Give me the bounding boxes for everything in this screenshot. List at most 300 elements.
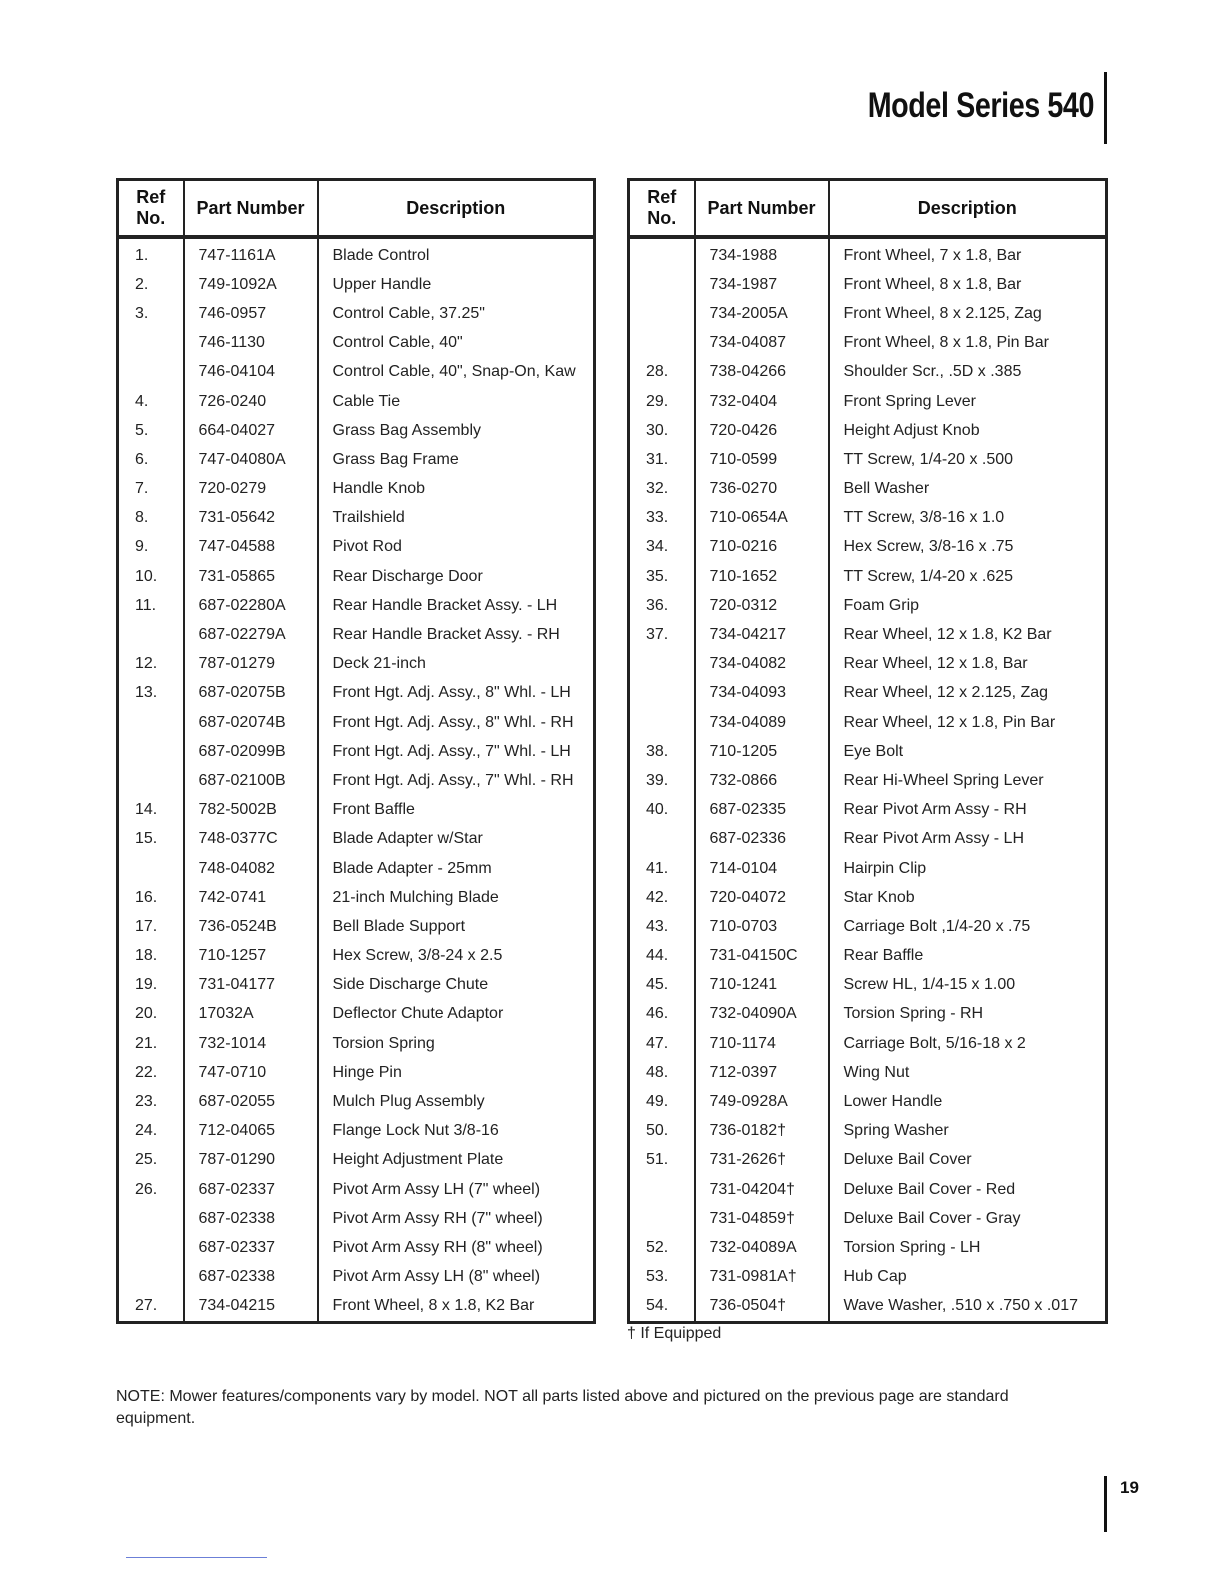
ref-no-cell: 39.	[646, 771, 669, 789]
part-number-cell: 738-04266	[695, 358, 829, 387]
ref-no-cell	[118, 1233, 184, 1262]
description-cell: Front Spring Lever	[829, 387, 1107, 416]
description-cell: Front Wheel, 8 x 2.125, Zag	[829, 299, 1107, 328]
ref-no-cell: 15.	[135, 830, 158, 848]
table-row	[629, 562, 1107, 591]
table-row	[629, 1233, 1107, 1262]
table-row	[629, 533, 1107, 562]
part-number-cell: 687-02337	[184, 1175, 318, 1204]
ref-no-cell: 44.	[646, 947, 669, 965]
part-number-cell: 748-04082	[184, 854, 318, 883]
ref-no-cell: 27.	[135, 1297, 158, 1315]
ref-no-cell	[629, 1175, 695, 1204]
parts-table-left	[116, 178, 596, 1324]
page-number-divider	[1104, 1476, 1107, 1532]
ref-no-cell: 47.	[646, 1034, 669, 1052]
table-row	[118, 825, 595, 854]
table-row	[629, 1292, 1107, 1323]
part-number-cell: 720-0279	[184, 475, 318, 504]
part-number-cell: 731-2626†	[695, 1146, 829, 1175]
description-cell: Front Hgt. Adj. Assy., 8" Whl. - RH	[318, 708, 595, 737]
description-cell: Front Baffle	[318, 796, 595, 825]
description-cell: Blade Adapter - 25mm	[318, 854, 595, 883]
ref-no-cell: 2.	[135, 275, 149, 293]
description-cell: Hairpin Clip	[829, 854, 1107, 883]
part-number-cell: 734-04089	[695, 708, 829, 737]
ref-no-cell: 51.	[646, 1151, 669, 1169]
table-row	[118, 796, 595, 825]
ref-no-cell: 8.	[135, 509, 149, 527]
description-cell: Rear Discharge Door	[318, 562, 595, 591]
table-row	[118, 1292, 595, 1323]
ref-no-cell: 34.	[646, 538, 669, 556]
part-number-cell: 787-01279	[184, 650, 318, 679]
description-cell: TT Screw, 1/4-20 x .500	[829, 445, 1107, 474]
table-row	[118, 971, 595, 1000]
part-number-cell: 720-0312	[695, 591, 829, 620]
part-number-cell: 732-1014	[184, 1029, 318, 1058]
ref-no-cell	[118, 708, 184, 737]
description-cell: Rear Handle Bracket Assy. - LH	[318, 591, 595, 620]
part-number-cell: 746-1130	[184, 329, 318, 358]
part-number-cell: 710-0703	[695, 912, 829, 941]
part-number-cell: 687-02099B	[184, 737, 318, 766]
table-row	[629, 237, 1107, 270]
ref-no-cell: 3.	[135, 304, 149, 322]
description-cell: Front Hgt. Adj. Assy., 7" Whl. - RH	[318, 766, 595, 795]
table-row	[118, 1000, 595, 1029]
description-cell: Rear Wheel, 12 x 1.8, Pin Bar	[829, 708, 1107, 737]
ref-no-cell: 31.	[646, 450, 669, 468]
description-cell: Upper Handle	[318, 270, 595, 299]
part-number-cell: 734-1988	[695, 237, 829, 270]
ref-no-cell: 23.	[135, 1093, 158, 1111]
title-divider	[1104, 72, 1107, 144]
part-number-cell: 748-0377C	[184, 825, 318, 854]
part-number-cell: 736-0524B	[184, 912, 318, 941]
part-number-cell: 734-04217	[695, 620, 829, 649]
description-cell: Trailshield	[318, 504, 595, 533]
part-number-cell: 746-04104	[184, 358, 318, 387]
description-cell: Rear Hi-Wheel Spring Lever	[829, 766, 1107, 795]
description-cell: 21-inch Mulching Blade	[318, 883, 595, 912]
description-cell: Handle Knob	[318, 475, 595, 504]
description-cell: Bell Blade Support	[318, 912, 595, 941]
part-number-cell: 687-02100B	[184, 766, 318, 795]
ref-no-cell	[118, 358, 184, 387]
description-cell: Blade Adapter w/Star	[318, 825, 595, 854]
ref-no-cell: 22.	[135, 1063, 158, 1081]
part-number-cell: 720-04072	[695, 883, 829, 912]
table-row	[118, 766, 595, 795]
description-cell: Lower Handle	[829, 1087, 1107, 1116]
part-number-cell: 710-0599	[695, 445, 829, 474]
part-number-cell: 710-1174	[695, 1029, 829, 1058]
ref-no-cell	[629, 237, 695, 270]
part-number-cell: 736-0182†	[695, 1117, 829, 1146]
part-number-cell: 734-04082	[695, 650, 829, 679]
description-cell: Pivot Arm Assy RH (7" wheel)	[318, 1204, 595, 1233]
table-row	[629, 1029, 1107, 1058]
part-number-cell: 710-1257	[184, 942, 318, 971]
parts-table-right-body	[629, 237, 1107, 1322]
description-cell: Star Knob	[829, 883, 1107, 912]
ref-no-cell	[118, 329, 184, 358]
description-cell: Deck 21-inch	[318, 650, 595, 679]
description-cell: Torsion Spring - LH	[829, 1233, 1107, 1262]
table-row	[118, 1058, 595, 1087]
parts-table-right	[627, 178, 1108, 1324]
ref-no-cell: 42.	[646, 888, 669, 906]
table-header-row	[118, 180, 595, 238]
table-row	[629, 1175, 1107, 1204]
part-number-cell: 787-01290	[184, 1146, 318, 1175]
ref-no-header	[118, 180, 184, 238]
description-cell: Torsion Spring	[318, 1029, 595, 1058]
description-cell: Front Wheel, 8 x 1.8, Pin Bar	[829, 329, 1107, 358]
description-cell: Carriage Bolt ,1/4-20 x .75	[829, 912, 1107, 941]
ref-no-cell: 35.	[646, 567, 669, 585]
ref-no-cell: 46.	[646, 1005, 669, 1023]
ref-no-cell: 10.	[135, 567, 158, 585]
description-cell: Control Cable, 37.25"	[318, 299, 595, 328]
description-cell: Flange Lock Nut 3/8-16	[318, 1117, 595, 1146]
description-cell: Deluxe Bail Cover - Gray	[829, 1204, 1107, 1233]
description-cell: Foam Grip	[829, 591, 1107, 620]
part-number-cell: 742-0741	[184, 883, 318, 912]
table-row	[118, 679, 595, 708]
footnote: † If Equipped	[627, 1325, 722, 1342]
part-number-cell: 731-04177	[184, 971, 318, 1000]
description-cell: Pivot Arm Assy LH (8" wheel)	[318, 1263, 595, 1292]
description-cell: Front Wheel, 8 x 1.8, Bar	[829, 270, 1107, 299]
table-row	[629, 971, 1107, 1000]
ref-no-cell: 4.	[135, 392, 149, 410]
description-cell: Hex Screw, 3/8-24 x 2.5	[318, 942, 595, 971]
description-cell: Front Hgt. Adj. Assy., 8" Whl. - LH	[318, 679, 595, 708]
part-number-cell: 17032A	[184, 1000, 318, 1029]
part-number-cell: 687-02335	[695, 796, 829, 825]
ref-no-cell	[629, 650, 695, 679]
part-number-cell: 712-04065	[184, 1117, 318, 1146]
part-number-cell: 731-04150C	[695, 942, 829, 971]
part-number-cell: 714-0104	[695, 854, 829, 883]
ref-no-cell: 50.	[646, 1122, 669, 1140]
part-number-cell: 731-05865	[184, 562, 318, 591]
ref-no-cell: 29.	[646, 392, 669, 410]
description-cell: Rear Pivot Arm Assy - LH	[829, 825, 1107, 854]
table-row	[118, 912, 595, 941]
description-cell: Deluxe Bail Cover	[829, 1146, 1107, 1175]
description-cell: Pivot Arm Assy LH (7" wheel)	[318, 1175, 595, 1204]
table-row	[118, 270, 595, 299]
table-row	[629, 1087, 1107, 1116]
description-cell: Pivot Rod	[318, 533, 595, 562]
ref-no-cell: 38.	[646, 742, 669, 760]
part-number-header: Part Number	[695, 180, 829, 238]
ref-no-cell	[629, 299, 695, 328]
table-row	[629, 679, 1107, 708]
part-number-cell: 710-1652	[695, 562, 829, 591]
table-row	[118, 1175, 595, 1204]
ref-no-cell	[118, 620, 184, 649]
description-cell: Rear Handle Bracket Assy. - RH	[318, 620, 595, 649]
ref-no-cell: 41.	[646, 859, 669, 877]
ref-no-cell: 24.	[135, 1122, 158, 1140]
table-row	[118, 387, 595, 416]
part-number-cell: 710-1205	[695, 737, 829, 766]
description-cell: Front Hgt. Adj. Assy., 7" Whl. - LH	[318, 737, 595, 766]
ref-no-cell: 12.	[135, 655, 158, 673]
part-number-cell: 710-0216	[695, 533, 829, 562]
table-row	[629, 1204, 1107, 1233]
ref-no-cell: 20.	[135, 1005, 158, 1023]
part-number-cell: 734-1987	[695, 270, 829, 299]
table-row	[629, 650, 1107, 679]
part-number-cell: 687-02336	[695, 825, 829, 854]
page-number: 19	[1120, 1478, 1139, 1497]
description-cell: Bell Washer	[829, 475, 1107, 504]
description-cell: Rear Pivot Arm Assy - RH	[829, 796, 1107, 825]
ref-no-cell: 9.	[135, 538, 149, 556]
description-header: Description	[318, 180, 595, 238]
ref-no-cell: 5.	[135, 421, 149, 439]
underline-mark	[126, 1557, 267, 1558]
description-cell: Grass Bag Assembly	[318, 416, 595, 445]
ref-no-cell: 43.	[646, 917, 669, 935]
table-row	[629, 796, 1107, 825]
description-cell: TT Screw, 1/4-20 x .625	[829, 562, 1107, 591]
table-row	[118, 591, 595, 620]
description-cell: TT Screw, 3/8-16 x 1.0	[829, 504, 1107, 533]
description-cell: Hub Cap	[829, 1263, 1107, 1292]
description-cell: Rear Wheel, 12 x 1.8, K2 Bar	[829, 620, 1107, 649]
ref-no-cell: 6.	[135, 450, 149, 468]
ref-no-cell: 30.	[646, 421, 669, 439]
part-number-cell: 749-0928A	[695, 1087, 829, 1116]
description-cell: Shoulder Scr., .5D x .385	[829, 358, 1107, 387]
description-header: Description	[829, 180, 1107, 238]
part-number-cell: 736-0270	[695, 475, 829, 504]
part-number-cell: 687-02074B	[184, 708, 318, 737]
ref-no-cell: 53.	[646, 1268, 669, 1286]
ref-no-header	[629, 180, 695, 238]
ref-no-cell: 33.	[646, 509, 669, 527]
description-cell: Pivot Arm Assy RH (8" wheel)	[318, 1233, 595, 1262]
ref-no-cell: 28.	[646, 363, 669, 381]
table-row	[118, 1117, 595, 1146]
table-row	[629, 299, 1107, 328]
ref-no-cell	[118, 1204, 184, 1233]
table-row	[118, 737, 595, 766]
description-cell: Front Wheel, 8 x 1.8, K2 Bar	[318, 1292, 595, 1323]
table-row	[629, 708, 1107, 737]
description-cell: Hex Screw, 3/8-16 x .75	[829, 533, 1107, 562]
ref-no-header-label: Ref No.	[647, 187, 677, 228]
part-number-cell: 746-0957	[184, 299, 318, 328]
description-cell: Carriage Bolt, 5/16-18 x 2	[829, 1029, 1107, 1058]
ref-no-cell: 48.	[646, 1063, 669, 1081]
part-number-cell: 687-02280A	[184, 591, 318, 620]
part-number-cell: 731-04859†	[695, 1204, 829, 1233]
ref-no-cell	[629, 825, 695, 854]
description-cell: Wing Nut	[829, 1058, 1107, 1087]
part-number-cell: 731-04204†	[695, 1175, 829, 1204]
description-cell: Rear Baffle	[829, 942, 1107, 971]
description-cell: Spring Washer	[829, 1117, 1107, 1146]
ref-no-cell: 49.	[646, 1093, 669, 1111]
part-number-cell: 712-0397	[695, 1058, 829, 1087]
ref-no-cell: 19.	[135, 976, 158, 994]
part-number-cell: 747-1161A	[184, 237, 318, 270]
table-row	[118, 416, 595, 445]
part-number-cell: 734-2005A	[695, 299, 829, 328]
description-cell: Grass Bag Frame	[318, 445, 595, 474]
description-cell: Height Adjust Knob	[829, 416, 1107, 445]
ref-no-cell: 7.	[135, 480, 149, 498]
ref-no-cell: 1.	[135, 246, 149, 264]
table-row	[118, 854, 595, 883]
part-number-cell: 749-1092A	[184, 270, 318, 299]
table-row	[629, 1263, 1107, 1292]
ref-no-cell: 54.	[646, 1297, 669, 1315]
ref-no-cell: 14.	[135, 801, 158, 819]
ref-no-cell	[629, 1204, 695, 1233]
table-row	[118, 358, 595, 387]
description-cell: Blade Control	[318, 237, 595, 270]
ref-no-cell: 32.	[646, 480, 669, 498]
table-row	[118, 299, 595, 328]
ref-no-cell	[629, 270, 695, 299]
part-number-cell: 734-04093	[695, 679, 829, 708]
ref-no-cell	[629, 329, 695, 358]
table-row	[118, 475, 595, 504]
ref-no-cell: 11.	[135, 596, 157, 614]
part-number-cell: 687-02337	[184, 1233, 318, 1262]
note-text: NOTE: Mower features/components vary by model. NOT all parts listed above and pictured on the previous page are standard equipment.	[116, 1388, 1009, 1427]
ref-no-cell	[118, 737, 184, 766]
ref-no-cell	[629, 679, 695, 708]
part-number-cell: 731-0981A†	[695, 1263, 829, 1292]
table-row	[629, 416, 1107, 445]
table-row	[629, 825, 1107, 854]
part-number-cell: 732-0404	[695, 387, 829, 416]
description-cell: Wave Washer, .510 x .750 x .017	[829, 1292, 1107, 1323]
ref-no-cell: 37.	[646, 626, 669, 644]
table-row	[629, 1058, 1107, 1087]
table-row	[118, 562, 595, 591]
table-row	[629, 329, 1107, 358]
parts-table-left-body	[118, 237, 595, 1322]
ref-no-cell: 21.	[135, 1034, 158, 1052]
table-row	[629, 737, 1107, 766]
description-cell: Height Adjustment Plate	[318, 1146, 595, 1175]
table-row	[629, 854, 1107, 883]
table-row	[118, 883, 595, 912]
table-row	[629, 445, 1107, 474]
description-cell: Mulch Plug Assembly	[318, 1087, 595, 1116]
ref-no-cell: 40.	[646, 801, 669, 819]
table-row	[118, 237, 595, 270]
part-number-cell: 747-04080A	[184, 445, 318, 474]
table-row	[629, 942, 1107, 971]
part-number-cell: 732-04090A	[695, 1000, 829, 1029]
part-number-cell: 747-0710	[184, 1058, 318, 1087]
table-row	[629, 883, 1107, 912]
description-cell: Deflector Chute Adaptor	[318, 1000, 595, 1029]
table-row	[629, 1146, 1107, 1175]
table-row	[629, 475, 1107, 504]
table-row	[118, 504, 595, 533]
part-number-cell: 687-02338	[184, 1204, 318, 1233]
part-number-cell: 687-02075B	[184, 679, 318, 708]
ref-no-cell: 45.	[646, 976, 669, 994]
part-number-cell: 782-5002B	[184, 796, 318, 825]
table-row	[629, 270, 1107, 299]
part-number-cell: 726-0240	[184, 387, 318, 416]
table-row	[118, 650, 595, 679]
part-number-cell: 687-02279A	[184, 620, 318, 649]
description-cell: Front Wheel, 7 x 1.8, Bar	[829, 237, 1107, 270]
table-row	[118, 445, 595, 474]
ref-no-cell	[118, 766, 184, 795]
description-cell: Side Discharge Chute	[318, 971, 595, 1000]
table-row	[118, 1146, 595, 1175]
part-number-cell: 736-0504†	[695, 1292, 829, 1323]
ref-no-cell: 13.	[135, 684, 158, 702]
part-number-cell: 664-04027	[184, 416, 318, 445]
ref-no-cell	[118, 854, 184, 883]
table-row	[118, 329, 595, 358]
table-row	[118, 708, 595, 737]
part-number-cell: 734-04087	[695, 329, 829, 358]
table-row	[629, 387, 1107, 416]
part-number-cell: 720-0426	[695, 416, 829, 445]
part-number-header: Part Number	[184, 180, 318, 238]
description-cell: Rear Wheel, 12 x 1.8, Bar	[829, 650, 1107, 679]
ref-no-cell: 26.	[135, 1180, 158, 1198]
ref-no-cell	[118, 1263, 184, 1292]
table-row	[118, 533, 595, 562]
part-number-cell: 734-04215	[184, 1292, 318, 1323]
part-number-cell: 710-0654A	[695, 504, 829, 533]
ref-no-cell: 52.	[646, 1238, 669, 1256]
description-cell: Deluxe Bail Cover - Red	[829, 1175, 1107, 1204]
table-row	[629, 1000, 1107, 1029]
part-number-cell: 732-04089A	[695, 1233, 829, 1262]
part-number-cell: 732-0866	[695, 766, 829, 795]
table-row	[629, 766, 1107, 795]
table-row	[629, 591, 1107, 620]
part-number-cell: 687-02338	[184, 1263, 318, 1292]
description-cell: Control Cable, 40", Snap-On, Kaw	[318, 358, 595, 387]
description-cell: Hinge Pin	[318, 1058, 595, 1087]
ref-no-cell: 16.	[135, 888, 158, 906]
description-cell: Screw HL, 1/4-15 x 1.00	[829, 971, 1107, 1000]
ref-no-cell: 18.	[135, 947, 158, 965]
description-cell: Eye Bolt	[829, 737, 1107, 766]
table-row	[629, 358, 1107, 387]
table-row	[118, 1029, 595, 1058]
part-number-cell: 747-04588	[184, 533, 318, 562]
description-cell: Torsion Spring - RH	[829, 1000, 1107, 1029]
part-number-cell: 687-02055	[184, 1087, 318, 1116]
table-row	[629, 912, 1107, 941]
part-number-cell: 710-1241	[695, 971, 829, 1000]
table-row	[629, 620, 1107, 649]
table-row	[629, 504, 1107, 533]
ref-no-cell: 36.	[646, 596, 669, 614]
